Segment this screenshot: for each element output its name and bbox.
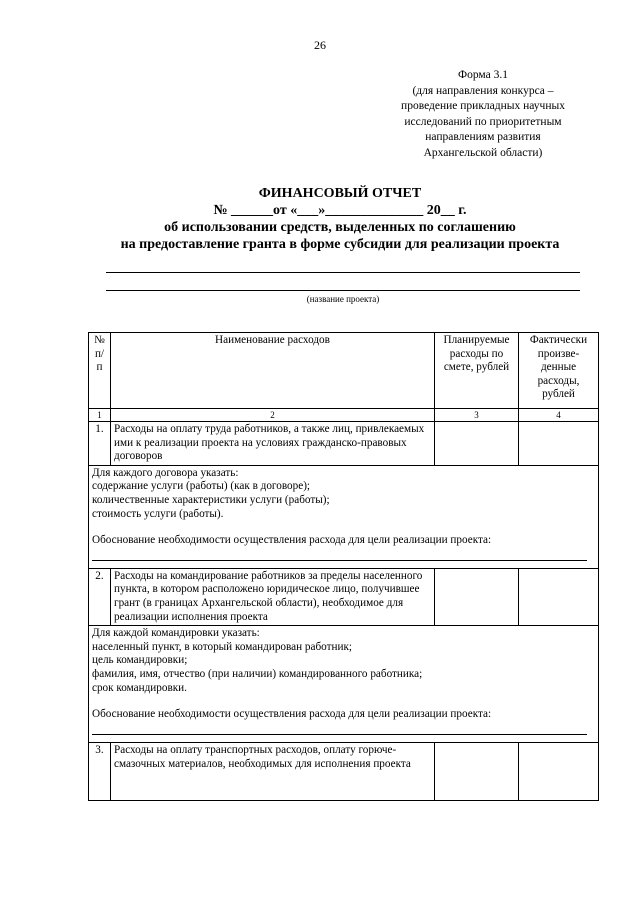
table-index-row bbox=[89, 409, 599, 422]
row-name: Расходы на оплату труда работников, а также лиц, привлекаемых ими к реализации проекта на условиях гражданско-правовых договоров bbox=[111, 422, 435, 466]
expense-table bbox=[88, 332, 599, 801]
header-actual: Фактически произве-денные расходы, рублей bbox=[519, 333, 599, 409]
header-name: Наименование расходов bbox=[111, 333, 435, 409]
details-line: количественные характеристики услуги (работы); bbox=[92, 493, 330, 506]
details-line: стоимость услуги (работы). bbox=[92, 507, 224, 520]
title-line-4: на предоставление гранта в форме субсидии для реализации проекта bbox=[120, 237, 560, 252]
header-num: № п/п bbox=[89, 333, 111, 409]
justification-line[interactable] bbox=[92, 560, 587, 561]
title-line-1: ФИНАНСОВЫЙ ОТЧЕТ bbox=[258, 186, 422, 201]
form-header bbox=[378, 68, 588, 161]
index-cell: 3 bbox=[435, 409, 519, 422]
project-caption: (название проекта) bbox=[306, 294, 380, 304]
planned-cell[interactable] bbox=[435, 743, 519, 801]
justification-label: Обоснование необходимости осуществления расхода для цели реализации проекта: bbox=[92, 708, 492, 721]
report-title bbox=[40, 185, 640, 253]
table-row bbox=[89, 422, 599, 466]
form-header-line: Форма 3.1 bbox=[458, 69, 508, 81]
project-name-line-2[interactable] bbox=[106, 290, 580, 291]
justification-line[interactable] bbox=[92, 734, 587, 735]
planned-cell[interactable] bbox=[435, 422, 519, 466]
form-header-line: (для направления конкурса – bbox=[412, 84, 554, 97]
details-line: цель командировки; bbox=[92, 654, 188, 667]
row-num: 2. bbox=[89, 568, 111, 625]
index-cell: 2 bbox=[111, 409, 435, 422]
justification-label: Обоснование необходимости осуществления расхода для цели реализации проекта: bbox=[92, 534, 492, 547]
page-number: 26 bbox=[314, 38, 326, 52]
form-header-line: направлениям развития bbox=[425, 131, 541, 143]
details-block bbox=[89, 465, 599, 568]
details-row bbox=[89, 626, 599, 743]
table-row bbox=[89, 743, 599, 801]
details-line: Для каждого договора указать: bbox=[92, 466, 239, 479]
details-block bbox=[89, 626, 599, 743]
row-name: Расходы на оплату транспортных расходов, оплату горюче-смазочных материалов, необходимых для исполнения проекта bbox=[111, 743, 435, 801]
title-line-2: № ______от «___»______________ 20__ г. bbox=[213, 203, 467, 218]
details-line: срок командировки. bbox=[92, 681, 187, 694]
details-row bbox=[89, 465, 599, 568]
row-num: 3. bbox=[89, 743, 111, 801]
form-header-line: исследований по приоритетным bbox=[404, 115, 562, 128]
index-cell: 1 bbox=[89, 409, 111, 422]
actual-cell[interactable] bbox=[519, 743, 599, 801]
actual-cell[interactable] bbox=[519, 422, 599, 466]
details-line: фамилия, имя, отчество (при наличии) командированного работника; bbox=[92, 667, 423, 680]
table-header-row bbox=[89, 333, 599, 409]
header-planned: Планируемые расходы по смете, рублей bbox=[435, 333, 519, 409]
index-cell: 4 bbox=[519, 409, 599, 422]
form-header-line: Архангельской области) bbox=[423, 146, 543, 159]
planned-cell[interactable] bbox=[435, 568, 519, 625]
details-line: содержание услуги (работы) (как в договоре); bbox=[92, 480, 311, 493]
title-line-3: об использовании средств, выделенных по соглашению bbox=[164, 220, 516, 235]
details-line: Для каждой командировки указать: bbox=[92, 627, 260, 640]
project-name-line-1[interactable] bbox=[106, 272, 580, 273]
actual-cell[interactable] bbox=[519, 568, 599, 625]
row-num: 1. bbox=[89, 422, 111, 466]
details-line: населенный пункт, в который командирован работник; bbox=[92, 640, 353, 653]
form-header-line: проведение прикладных научных bbox=[401, 100, 565, 112]
row-name: Расходы на командирование работников за пределы населенного пункта, в котором расположено юридическое лицо, получившее грант (в границах Архангельской области), необходимое для реализации исполнения проекта bbox=[111, 568, 435, 625]
table-row bbox=[89, 568, 599, 625]
